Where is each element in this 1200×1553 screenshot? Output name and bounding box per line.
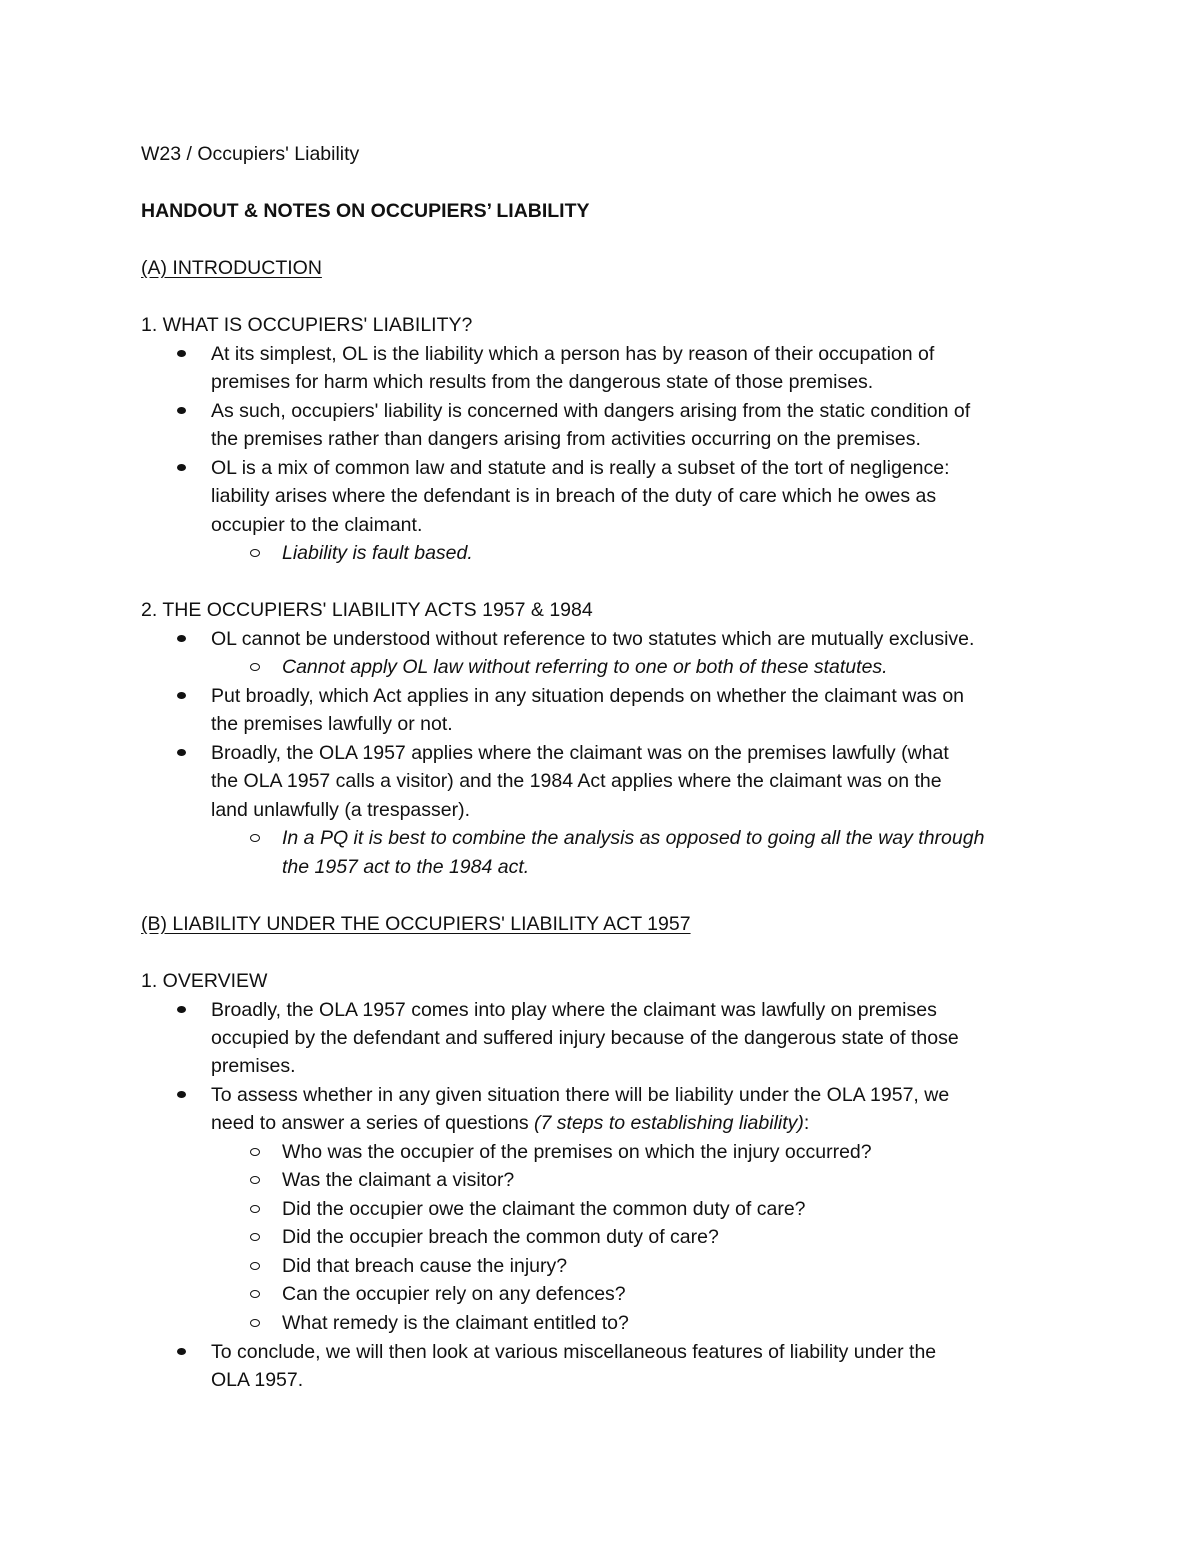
step-item: Who was the occupier of the premises on which the injury occurred? — [282, 1141, 872, 1163]
bullet-text: OL cannot be understood without reference to two statutes which are mutually exclusive. — [211, 628, 975, 650]
sub-bullet-text: Cannot apply OL law without referring to one or both of these statutes. — [282, 656, 888, 678]
bullet-disc — [177, 635, 186, 642]
subheading-overview: 1. OVERVIEW — [141, 970, 268, 992]
bullet-text: Broadly, the OLA 1957 applies where the claimant was on the premises lawfully (what — [211, 742, 949, 764]
bullet-text: premises for harm which results from the dangerous state of those premises. — [211, 371, 874, 393]
sub-bullet-text: In a PQ it is best to combine the analysis as opposed to going all the way through — [282, 827, 985, 849]
document-title: HANDOUT & NOTES ON OCCUPIERS’ LIABILITY — [141, 200, 590, 222]
step-item: Did that breach cause the injury? — [282, 1255, 568, 1277]
bullet-text: At its simplest, OL is the liability which a person has by reason of their occupation of — [211, 343, 935, 365]
step-item: Can the occupier rely on any defences? — [282, 1283, 626, 1305]
section-b-heading: (B) LIABILITY UNDER THE OCCUPIERS' LIABILITY ACT 1957 — [141, 913, 691, 935]
bullet-disc — [177, 749, 186, 756]
sub-bullet-circle — [250, 834, 260, 842]
bullet-text: OLA 1957. — [211, 1369, 304, 1391]
bullet-text: As such, occupiers' liability is concerned with dangers arising from the static condition of — [211, 400, 971, 422]
bullet-text: Broadly, the OLA 1957 comes into play where the claimant was lawfully on premises — [211, 999, 937, 1021]
sub-bullet-text: Liability is fault based. — [282, 542, 473, 564]
section-a-heading: (A) INTRODUCTION — [141, 257, 322, 279]
bullet-disc — [177, 1006, 186, 1013]
bullet-disc — [177, 464, 186, 471]
bullet-text: liability arises where the defendant is in breach of the duty of care which he owes as — [211, 485, 937, 507]
sub-bullet-circle — [250, 1176, 260, 1184]
bullet-text: occupier to the claimant. — [211, 514, 423, 536]
step-item: What remedy is the claimant entitled to? — [282, 1312, 629, 1334]
step-item: Did the occupier breach the common duty of care? — [282, 1226, 719, 1248]
bullet-text-mixed — [211, 1109, 809, 1137]
sub-bullet-circle — [250, 1148, 260, 1156]
bullet-text: OL is a mix of common law and statute and is really a subset of the tort of negligence: — [211, 457, 950, 479]
bullet-disc — [177, 350, 186, 357]
bullet-disc — [177, 1091, 186, 1098]
sub-bullet-circle — [250, 1233, 260, 1241]
bullet-text: To conclude, we will then look at various miscellaneous features of liability under the — [211, 1341, 937, 1363]
sub-bullet-circle — [250, 1290, 260, 1298]
bullet-text: the premises lawfully or not. — [211, 713, 453, 735]
bullet-text-italic: (7 steps to establishing liability) — [534, 1112, 804, 1134]
sub-bullet-circle — [250, 663, 260, 671]
sub-bullet-circle — [250, 1205, 260, 1213]
bullet-disc — [177, 407, 186, 414]
sub-bullet-circle — [250, 549, 260, 557]
bullet-text-plain: : — [803, 1112, 810, 1134]
document-header: W23 / Occupiers' Liability — [141, 143, 360, 165]
bullet-text: the premises rather than dangers arising from activities occurring on the premises. — [211, 428, 921, 450]
bullet-disc — [177, 1348, 186, 1355]
bullet-text-plain: need to answer a series of questions — [211, 1112, 535, 1134]
subheading-what-is-ol: 1. WHAT IS OCCUPIERS' LIABILITY? — [141, 314, 473, 336]
bullet-text: the OLA 1957 calls a visitor) and the 1984 Act applies where the claimant was on the — [211, 770, 942, 792]
bullet-text: Put broadly, which Act applies in any situation depends on whether the claimant was on — [211, 685, 965, 707]
bullet-text: To assess whether in any given situation there will be liability under the OLA 1957, we — [211, 1084, 950, 1106]
step-item: Did the occupier owe the claimant the common duty of care? — [282, 1198, 806, 1220]
sub-bullet-circle — [250, 1319, 260, 1327]
bullet-text: occupied by the defendant and suffered injury because of the dangerous state of those — [211, 1027, 959, 1049]
bullet-disc — [177, 692, 186, 699]
bullet-text: land unlawfully (a trespasser). — [211, 799, 471, 821]
subheading-occupiers-liability-acts: 2. THE OCCUPIERS' LIABILITY ACTS 1957 & 1984 — [141, 599, 593, 621]
sub-bullet-circle — [250, 1262, 260, 1270]
step-item: Was the claimant a visitor? — [282, 1169, 515, 1191]
bullet-text: premises. — [211, 1055, 296, 1077]
sub-bullet-text: the 1957 act to the 1984 act. — [282, 856, 530, 878]
